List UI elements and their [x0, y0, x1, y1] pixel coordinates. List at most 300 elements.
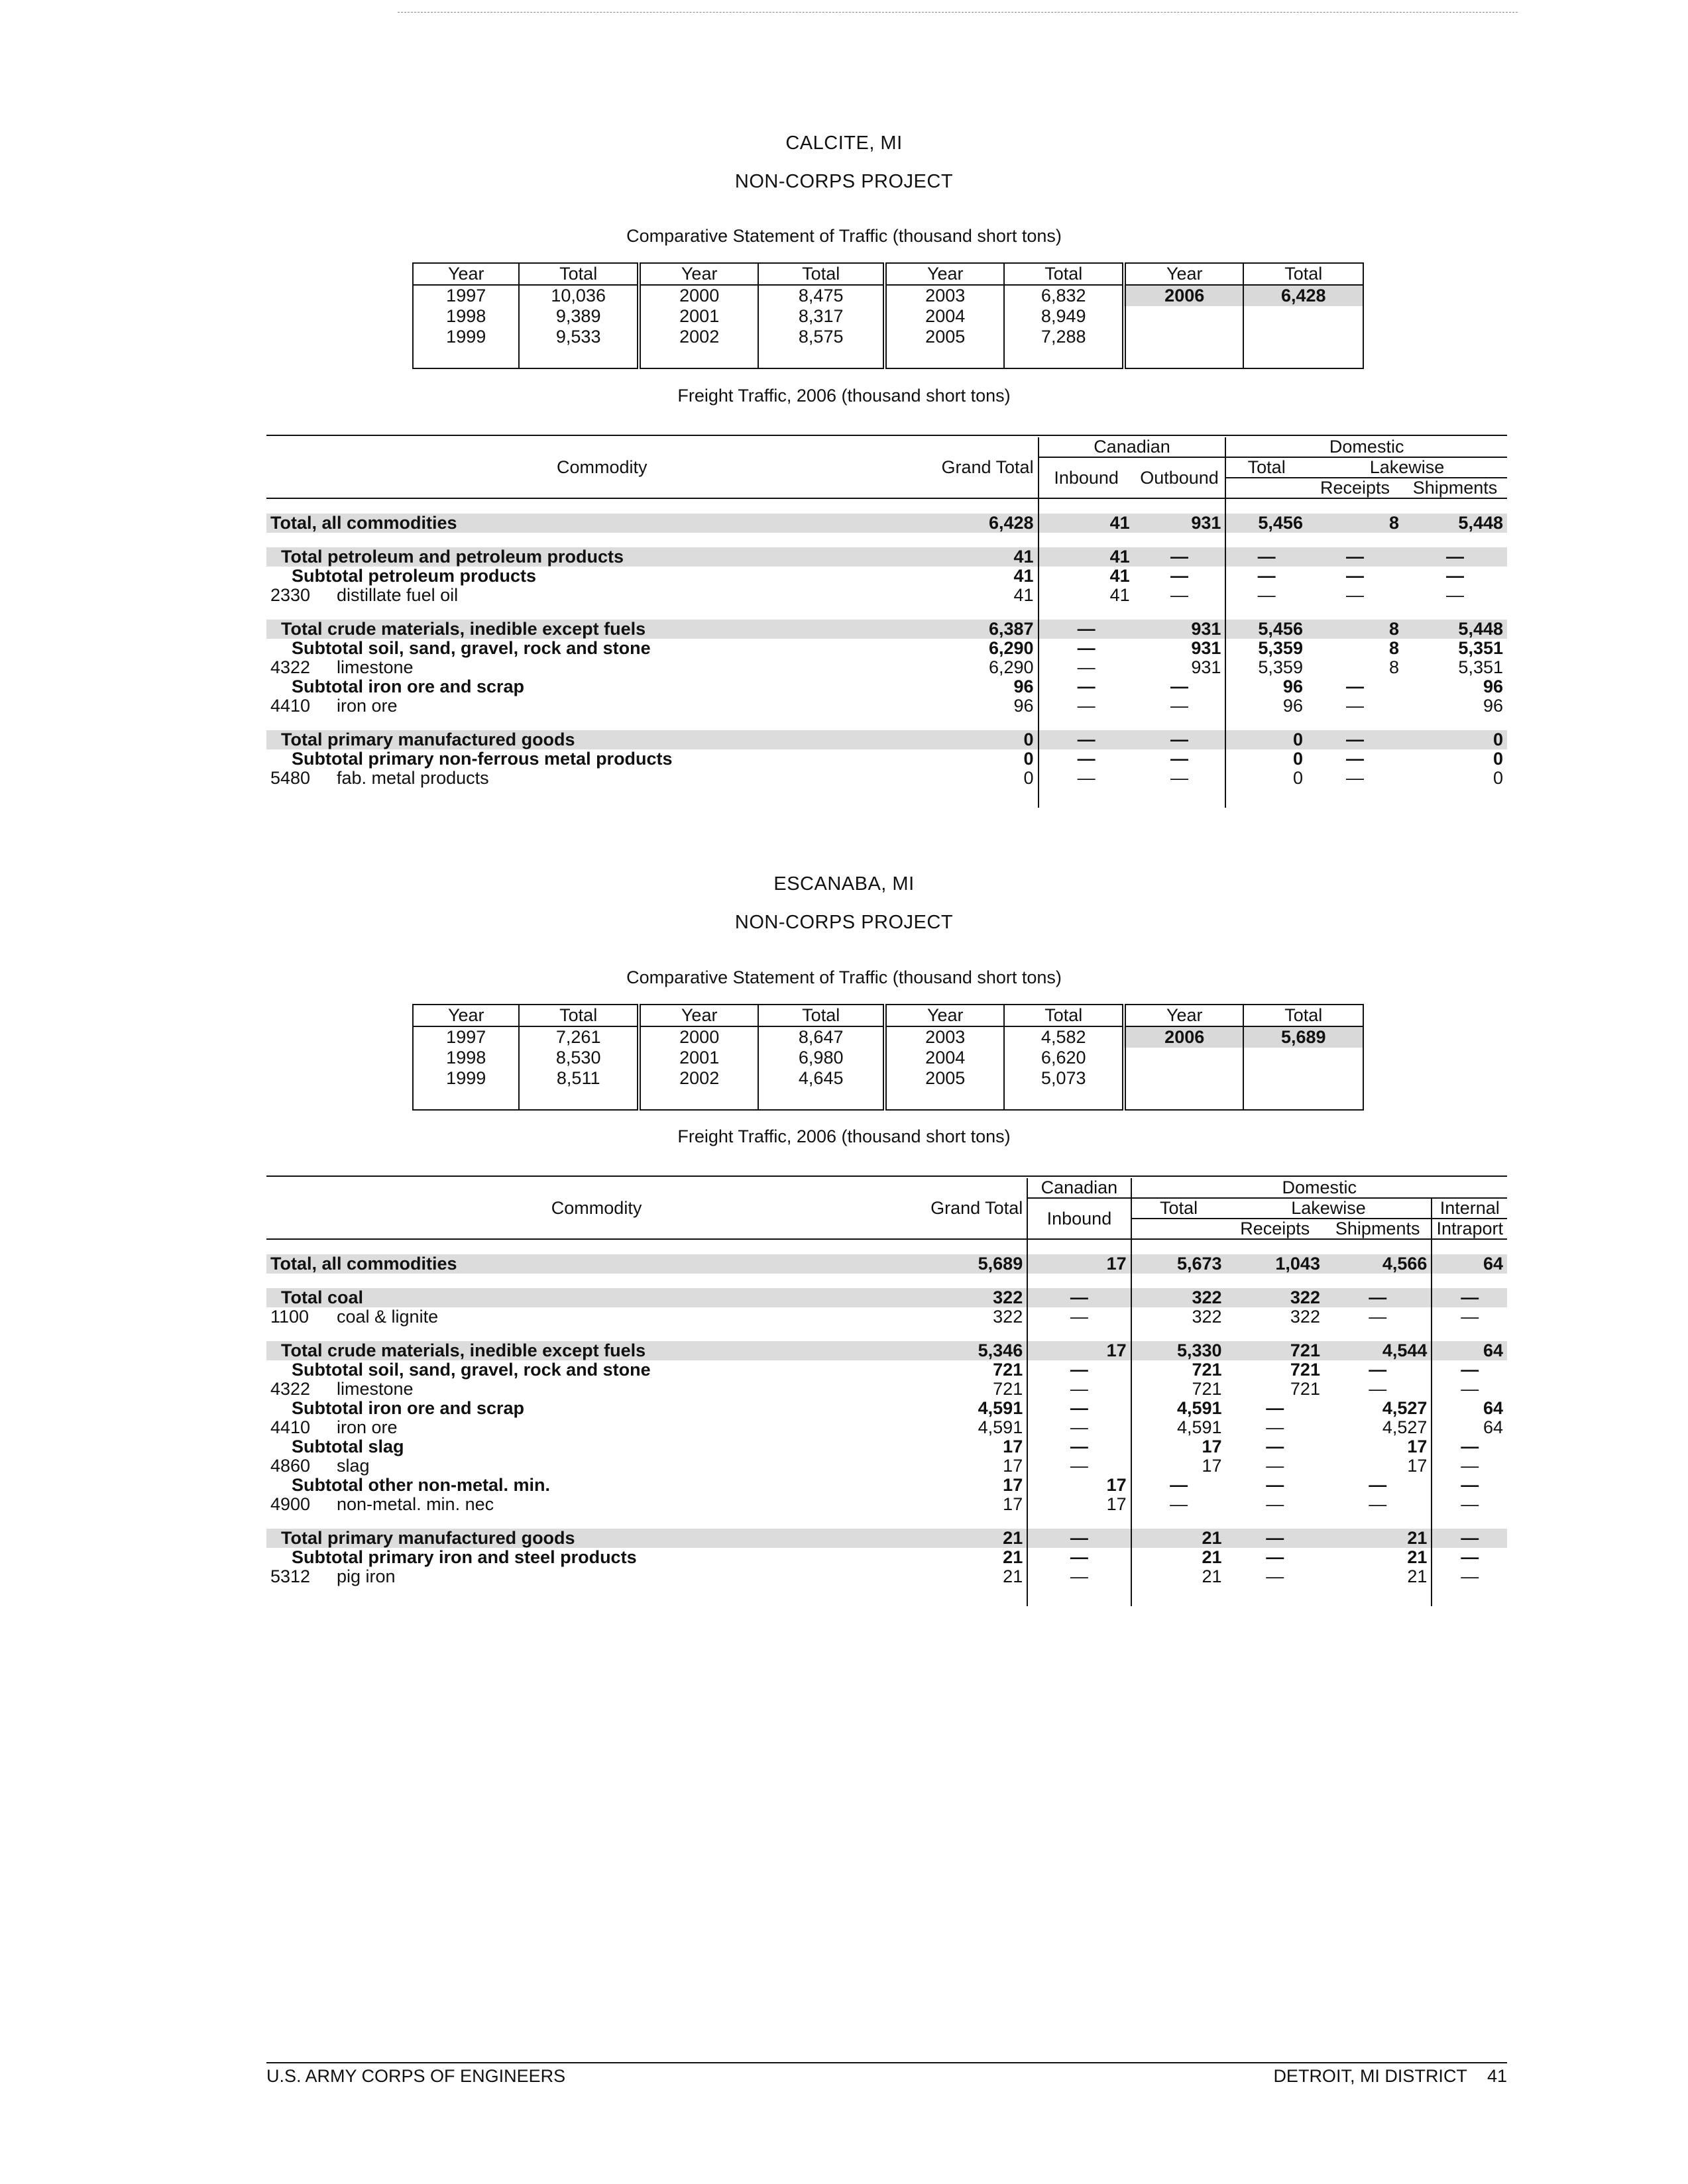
comparative-cell: [1124, 327, 1244, 347]
commodity-cell: Total, all commodities: [266, 514, 937, 533]
commodity-cell: [266, 1456, 927, 1476]
value-cell: 96: [1013, 696, 1034, 716]
comparative-cell: 8,317: [758, 306, 885, 327]
value-cell: 931: [1134, 514, 1226, 533]
value-cell: 5,359: [1225, 658, 1307, 677]
comparative-cell: 5,073: [1004, 1068, 1124, 1089]
value-cell: —: [1345, 585, 1364, 605]
value-cell: 17: [1027, 1476, 1131, 1495]
total-row: [266, 1254, 1507, 1274]
comparative-header-cell: Total: [1004, 263, 1124, 285]
value-cell: 0: [1225, 730, 1307, 749]
value-cell: 96: [1483, 696, 1503, 716]
commodity-cell: Total petroleum and petroleum products: [266, 547, 937, 567]
inbound-header: Inbound: [1039, 457, 1134, 498]
commodity-label: coal & lignite: [337, 1307, 439, 1327]
commodity-cell: Subtotal petroleum products: [292, 566, 537, 586]
item-row: [266, 1380, 1507, 1399]
commodity-code: 4410: [270, 1417, 311, 1437]
commodity-label: limestone: [337, 1379, 414, 1399]
item-row: [266, 658, 1507, 677]
value-cell: —: [1266, 1494, 1284, 1514]
value-cell: 0: [1023, 768, 1034, 788]
comparative-header-cell: Total: [758, 1005, 885, 1026]
comparative-cell: 2002: [639, 1068, 759, 1089]
commodity-label: non-metal. min. nec: [337, 1494, 494, 1514]
value-cell: 4,591: [1131, 1399, 1226, 1418]
comparative-cell: 2001: [639, 306, 759, 327]
commodity-cell: Total, all commodities: [266, 1254, 927, 1274]
value-cell: —: [1027, 1380, 1131, 1399]
commodity-cell: [266, 1567, 927, 1586]
value-cell: 5,689: [927, 1254, 1027, 1274]
commodity-cell: Total coal: [266, 1288, 927, 1307]
spacer-row: [266, 1274, 1507, 1288]
value-cell: 21: [1131, 1548, 1226, 1567]
value-cell: —: [1369, 1494, 1387, 1514]
item-row: [266, 696, 1507, 716]
value-cell: 64: [1432, 1418, 1507, 1437]
value-cell: 1,043: [1226, 1254, 1324, 1274]
value-cell: —: [1432, 1456, 1507, 1476]
subtotal-row: [266, 677, 1507, 696]
commodity-code: 4900: [270, 1494, 311, 1514]
value-cell: —: [1266, 1456, 1284, 1476]
commodity-cell: [266, 658, 937, 677]
value-cell: —: [1446, 585, 1464, 605]
value-cell: 5,673: [1131, 1254, 1226, 1274]
internal-header: Internal: [1432, 1198, 1507, 1219]
spacer-row: [266, 605, 1507, 620]
value-cell: —: [1446, 566, 1464, 586]
value-cell: 64: [1432, 1399, 1507, 1418]
footer-agency: U.S. ARMY CORPS OF ENGINEERS: [266, 2066, 566, 2086]
value-cell: —: [1134, 730, 1226, 749]
value-cell: 5,351: [1458, 638, 1503, 658]
value-cell: 41: [937, 547, 1038, 567]
value-cell: 721: [1226, 1341, 1324, 1360]
value-cell: —: [1027, 1529, 1131, 1548]
value-cell: —: [1266, 1475, 1284, 1495]
calcite-freight-table: [266, 437, 1507, 808]
value-cell: —: [1432, 1437, 1507, 1456]
calcite-title: CALCITE, MI: [785, 133, 903, 154]
value-cell: —: [1027, 1360, 1131, 1380]
outbound-header: Outbound: [1140, 467, 1219, 488]
domestic-total-header: Total: [1131, 1198, 1226, 1219]
value-cell: —: [1039, 677, 1134, 696]
value-cell: —: [1432, 1360, 1507, 1380]
subtotal-row: [266, 1476, 1507, 1495]
commodity-header: Commodity: [551, 1198, 642, 1218]
comparative-cell: [1124, 1068, 1244, 1089]
item-row: [266, 1418, 1507, 1437]
value-cell: —: [1131, 1495, 1226, 1514]
commodity-cell: [266, 1495, 927, 1514]
subtotal-row: [266, 1437, 1507, 1456]
domestic-header: Domestic: [1225, 437, 1507, 457]
comparative-cell: 2001: [639, 1048, 759, 1068]
value-cell: —: [1432, 1548, 1507, 1567]
subtotal-row: [266, 1548, 1507, 1567]
subtotal-row: [266, 567, 1507, 586]
value-cell: —: [1039, 639, 1134, 658]
value-cell: —: [1027, 1288, 1131, 1307]
value-cell: —: [1170, 677, 1189, 696]
commodity-cell: Subtotal primary non-ferrous metal products: [292, 749, 673, 769]
escanaba-title: ESCANABA, MI: [773, 873, 915, 895]
value-cell: 5,351: [1458, 657, 1503, 677]
commodity-label: pig iron: [337, 1566, 396, 1586]
comparative-cell: 2000: [639, 285, 759, 306]
receipts-header: Receipts: [1226, 1219, 1324, 1239]
commodity-cell: [266, 1307, 927, 1327]
comparative-cell: 1998: [446, 1048, 486, 1067]
grand-total-header: Grand Total: [930, 1198, 1023, 1218]
value-cell: 4,527: [1382, 1417, 1428, 1437]
footer-rule: [266, 2062, 1507, 2063]
value-cell: 931: [1191, 657, 1221, 677]
total-row: [266, 1288, 1507, 1307]
comparative-cell: 7,261: [519, 1026, 639, 1048]
spacer-row: [266, 716, 1507, 730]
inbound-header: Inbound: [1027, 1198, 1131, 1239]
comparative-header-cell: Year: [639, 263, 759, 285]
comparative-header-cell: Year: [1124, 263, 1244, 285]
commodity-label: iron ore: [337, 1417, 398, 1437]
comparative-cell: 10,036: [519, 285, 639, 306]
value-cell: —: [1027, 1399, 1131, 1418]
value-cell: 721: [1290, 1360, 1320, 1380]
value-cell: —: [1225, 586, 1307, 605]
value-cell: 96: [1225, 677, 1307, 696]
value-cell: 6,290: [989, 657, 1034, 677]
value-cell: —: [1226, 1529, 1324, 1548]
comparative-cell: [1124, 306, 1244, 327]
spacer-row: [266, 1514, 1507, 1529]
value-cell: —: [1432, 1288, 1507, 1307]
value-cell: 21: [1407, 1547, 1428, 1567]
value-cell: —: [1345, 749, 1364, 769]
value-cell: 322: [1290, 1307, 1320, 1327]
comparative-cell: 8,511: [519, 1068, 639, 1089]
comparative-cell: [1243, 1068, 1363, 1089]
total-row: [266, 547, 1507, 567]
value-cell: 322: [993, 1307, 1023, 1327]
comparative-cell: 1999: [446, 327, 486, 347]
value-cell: 322: [1131, 1288, 1226, 1307]
value-cell: —: [1027, 1418, 1131, 1437]
comparative-cell: 2000: [639, 1026, 759, 1048]
value-cell: 17: [1003, 1494, 1023, 1514]
comparative-cell: 6,980: [758, 1048, 885, 1068]
value-cell: 8: [1307, 514, 1403, 533]
comparative-cell: 8,530: [519, 1048, 639, 1068]
comparative-row: [413, 327, 1363, 347]
spacer-row: [266, 1327, 1507, 1341]
value-cell: 41: [1039, 514, 1134, 533]
value-cell: 721: [1131, 1380, 1226, 1399]
commodity-cell: Subtotal iron ore and scrap: [292, 1398, 525, 1418]
commodity-code: 4322: [270, 1379, 311, 1399]
value-cell: —: [1432, 1307, 1507, 1327]
value-cell: —: [1170, 749, 1189, 769]
value-cell: 21: [1407, 1566, 1428, 1586]
comparative-cell: [1124, 1048, 1244, 1068]
domestic-total-header: Total: [1225, 457, 1307, 478]
comparative-cell: 1998: [446, 306, 486, 326]
value-cell: 0: [1225, 769, 1307, 788]
value-cell: 931: [1191, 638, 1221, 658]
lakewise-header: Lakewise: [1226, 1198, 1432, 1219]
commodity-code: 4860: [270, 1456, 311, 1476]
comparative-cell: 2004: [885, 1048, 1005, 1068]
total-row: [266, 514, 1507, 533]
value-cell: 41: [1039, 547, 1134, 567]
value-cell: 41: [1039, 586, 1134, 605]
value-cell: —: [1345, 566, 1364, 586]
comparative-cell: [1243, 1048, 1363, 1068]
value-cell: —: [1039, 769, 1134, 788]
grand-total-header: Grand Total: [941, 457, 1034, 477]
comparative-cell: 6,428: [1243, 285, 1363, 306]
value-cell: 17: [1003, 1456, 1023, 1476]
value-cell: 0: [1403, 730, 1507, 749]
value-cell: 721: [1290, 1379, 1320, 1399]
commodity-cell: Total crude materials, inedible except fuels: [266, 620, 937, 639]
value-cell: 322: [927, 1288, 1027, 1307]
commodity-cell: Subtotal primary iron and steel products: [292, 1547, 637, 1567]
value-cell: —: [1266, 1417, 1284, 1437]
total-row: [266, 1529, 1507, 1548]
total-row: [266, 620, 1507, 639]
spacer-row: [266, 533, 1507, 547]
canadian-header: Canadian: [1039, 437, 1226, 457]
value-cell: 0: [937, 730, 1038, 749]
commodity-cell: [266, 586, 937, 605]
commodity-cell: Subtotal other non-metal. min.: [292, 1475, 550, 1495]
value-cell: 5,448: [1403, 514, 1507, 533]
subtotal-row: [266, 749, 1507, 769]
value-cell: —: [1027, 1437, 1131, 1456]
value-cell: —: [1039, 730, 1134, 749]
total-row: [266, 730, 1507, 749]
receipts-header: Receipts: [1307, 478, 1403, 498]
comparative-row: [413, 306, 1363, 327]
comparative-header-cell: Total: [519, 263, 639, 285]
value-cell: —: [1345, 696, 1364, 716]
comparative-cell: 8,647: [758, 1026, 885, 1048]
total-row: [266, 1341, 1507, 1360]
value-cell: 41: [1013, 566, 1034, 586]
item-row: [266, 1495, 1507, 1514]
value-cell: —: [1134, 547, 1226, 567]
value-cell: 41: [1039, 567, 1134, 586]
value-cell: 5,346: [927, 1341, 1027, 1360]
value-cell: 21: [1131, 1529, 1226, 1548]
top-edge-line: [398, 12, 1518, 13]
comparative-cell: 2003: [885, 1026, 1005, 1048]
value-cell: —: [1131, 1476, 1226, 1495]
comparative-row: [413, 1026, 1363, 1048]
item-row: [266, 769, 1507, 788]
subtotal-row: [266, 1399, 1507, 1418]
escanaba-comparative-table: [412, 1004, 1364, 1111]
value-cell: 5,456: [1225, 620, 1307, 639]
value-cell: —: [1266, 1566, 1284, 1586]
value-cell: 5,448: [1403, 620, 1507, 639]
item-row: [266, 1567, 1507, 1586]
value-cell: —: [1170, 696, 1189, 716]
value-cell: —: [1027, 1567, 1131, 1586]
value-cell: —: [1039, 620, 1134, 639]
value-cell: 6,428: [937, 514, 1038, 533]
value-cell: —: [1266, 1398, 1284, 1418]
comparative-cell: 2003: [885, 285, 1005, 306]
value-cell: 6,387: [937, 620, 1038, 639]
commodity-code: 4322: [270, 657, 311, 677]
value-cell: —: [1170, 585, 1189, 605]
page-number: 41: [1487, 2066, 1507, 2086]
commodity-cell: Subtotal iron ore and scrap: [292, 677, 525, 696]
comparative-cell: 1997: [446, 1027, 486, 1047]
canadian-header: Canadian: [1027, 1178, 1131, 1198]
comparative-cell: 5,689: [1243, 1026, 1363, 1048]
commodity-label: limestone: [337, 657, 414, 677]
comparative-cell: 8,475: [758, 285, 885, 306]
comparative-header-cell: Year: [1124, 1005, 1244, 1026]
comparative-header-cell: Year: [639, 1005, 759, 1026]
value-cell: 322: [1131, 1307, 1226, 1327]
comparative-cell: [1243, 327, 1363, 347]
calcite-top-rule: [266, 435, 1507, 436]
calcite-comparative-caption: Comparative Statement of Traffic (thousand short tons): [626, 226, 1062, 246]
commodity-cell: Subtotal slag: [292, 1437, 404, 1456]
comparative-header-cell: Total: [1243, 1005, 1363, 1026]
value-cell: 4,591: [1131, 1418, 1226, 1437]
value-cell: 17: [1407, 1456, 1428, 1476]
value-cell: 17: [1131, 1437, 1226, 1456]
commodity-label: slag: [337, 1456, 370, 1476]
value-cell: —: [1027, 1456, 1131, 1476]
value-cell: 4,591: [978, 1417, 1023, 1437]
commodity-code: 5312: [270, 1566, 311, 1586]
comparative-header-cell: Year: [885, 1005, 1005, 1026]
value-cell: 8: [1388, 638, 1400, 658]
value-cell: 21: [1324, 1529, 1432, 1548]
value-cell: 17: [1407, 1437, 1428, 1456]
value-cell: 96: [1013, 677, 1034, 696]
value-cell: 96: [1483, 677, 1503, 696]
header-row: [413, 1005, 1363, 1026]
intraport-header: Intraport: [1432, 1219, 1507, 1239]
comparative-cell: 2004: [885, 306, 1005, 327]
value-cell: 4,566: [1324, 1254, 1432, 1274]
value-cell: —: [1170, 768, 1189, 788]
comparative-row: [413, 285, 1363, 306]
value-cell: 0: [1492, 749, 1503, 769]
comparative-cell: 2002: [639, 327, 759, 347]
item-row: [266, 586, 1507, 605]
comparative-cell: 1999: [446, 1068, 486, 1088]
commodity-cell: [266, 696, 937, 716]
lakewise-header: Lakewise: [1307, 457, 1507, 478]
comparative-header-cell: Year: [413, 263, 519, 285]
item-row: [266, 1456, 1507, 1476]
value-cell: 17: [1003, 1475, 1023, 1495]
comparative-cell: 8,575: [758, 327, 885, 347]
value-cell: 322: [1226, 1288, 1324, 1307]
value-cell: 17: [1027, 1254, 1131, 1274]
comparative-cell: [1243, 306, 1363, 327]
value-cell: —: [1432, 1529, 1507, 1548]
value-cell: —: [1432, 1380, 1507, 1399]
value-cell: 721: [1131, 1360, 1226, 1380]
value-cell: —: [1432, 1476, 1507, 1495]
value-cell: —: [1403, 547, 1507, 567]
value-cell: 21: [1131, 1567, 1226, 1586]
value-cell: 721: [993, 1360, 1023, 1380]
escanaba-top-rule: [266, 1175, 1507, 1177]
value-cell: —: [1170, 566, 1189, 586]
commodity-code: 5480: [270, 768, 311, 788]
comparative-cell: 4,645: [758, 1068, 885, 1089]
value-cell: —: [1039, 696, 1134, 716]
value-cell: —: [1027, 1307, 1131, 1327]
escanaba-freight-caption: Freight Traffic, 2006 (thousand short tons): [677, 1126, 1011, 1146]
value-cell: 4,544: [1324, 1341, 1432, 1360]
calcite-freight-caption: Freight Traffic, 2006 (thousand short tons): [677, 386, 1011, 406]
value-cell: 17: [1131, 1456, 1226, 1476]
value-cell: 8: [1388, 657, 1400, 677]
value-cell: 64: [1432, 1341, 1507, 1360]
comparative-cell: 8,949: [1004, 306, 1124, 327]
comparative-cell: 7,288: [1004, 327, 1124, 347]
value-cell: —: [1225, 547, 1307, 567]
commodity-cell: Total primary manufactured goods: [266, 1529, 927, 1548]
value-cell: —: [1307, 730, 1403, 749]
subtotal-row: [266, 639, 1507, 658]
comparative-cell: 9,389: [519, 306, 639, 327]
shipments-header: Shipments: [1324, 1219, 1432, 1239]
commodity-cell: Subtotal soil, sand, gravel, rock and stone: [292, 638, 651, 658]
value-cell: 4,591: [978, 1398, 1023, 1418]
comparative-cell: 2006: [1124, 285, 1244, 306]
value-cell: 17: [1003, 1437, 1023, 1456]
shipments-header: Shipments: [1403, 478, 1507, 498]
commodity-cell: [266, 1380, 927, 1399]
value-cell: 21: [1003, 1566, 1023, 1586]
calcite-comparative-table: [412, 262, 1364, 369]
comparative-header-cell: Total: [1243, 263, 1363, 285]
value-cell: —: [1345, 768, 1364, 788]
value-cell: 0: [1225, 749, 1307, 769]
value-cell: —: [1039, 749, 1134, 769]
escanaba-freight-table: [266, 1178, 1507, 1606]
value-cell: —: [1266, 1437, 1284, 1456]
commodity-header: Commodity: [556, 457, 647, 477]
value-cell: —: [1039, 658, 1134, 677]
value-cell: 96: [1225, 696, 1307, 716]
comparative-header-cell: Total: [1004, 1005, 1124, 1026]
commodity-cell: Total crude materials, inedible except fuels: [266, 1341, 927, 1360]
comparative-cell: 6,620: [1004, 1048, 1124, 1068]
value-cell: 0: [1492, 768, 1503, 788]
value-cell: 17: [1027, 1495, 1131, 1514]
commodity-label: distillate fuel oil: [337, 585, 459, 605]
comparative-header-cell: Year: [413, 1005, 519, 1026]
value-cell: 5,456: [1225, 514, 1307, 533]
